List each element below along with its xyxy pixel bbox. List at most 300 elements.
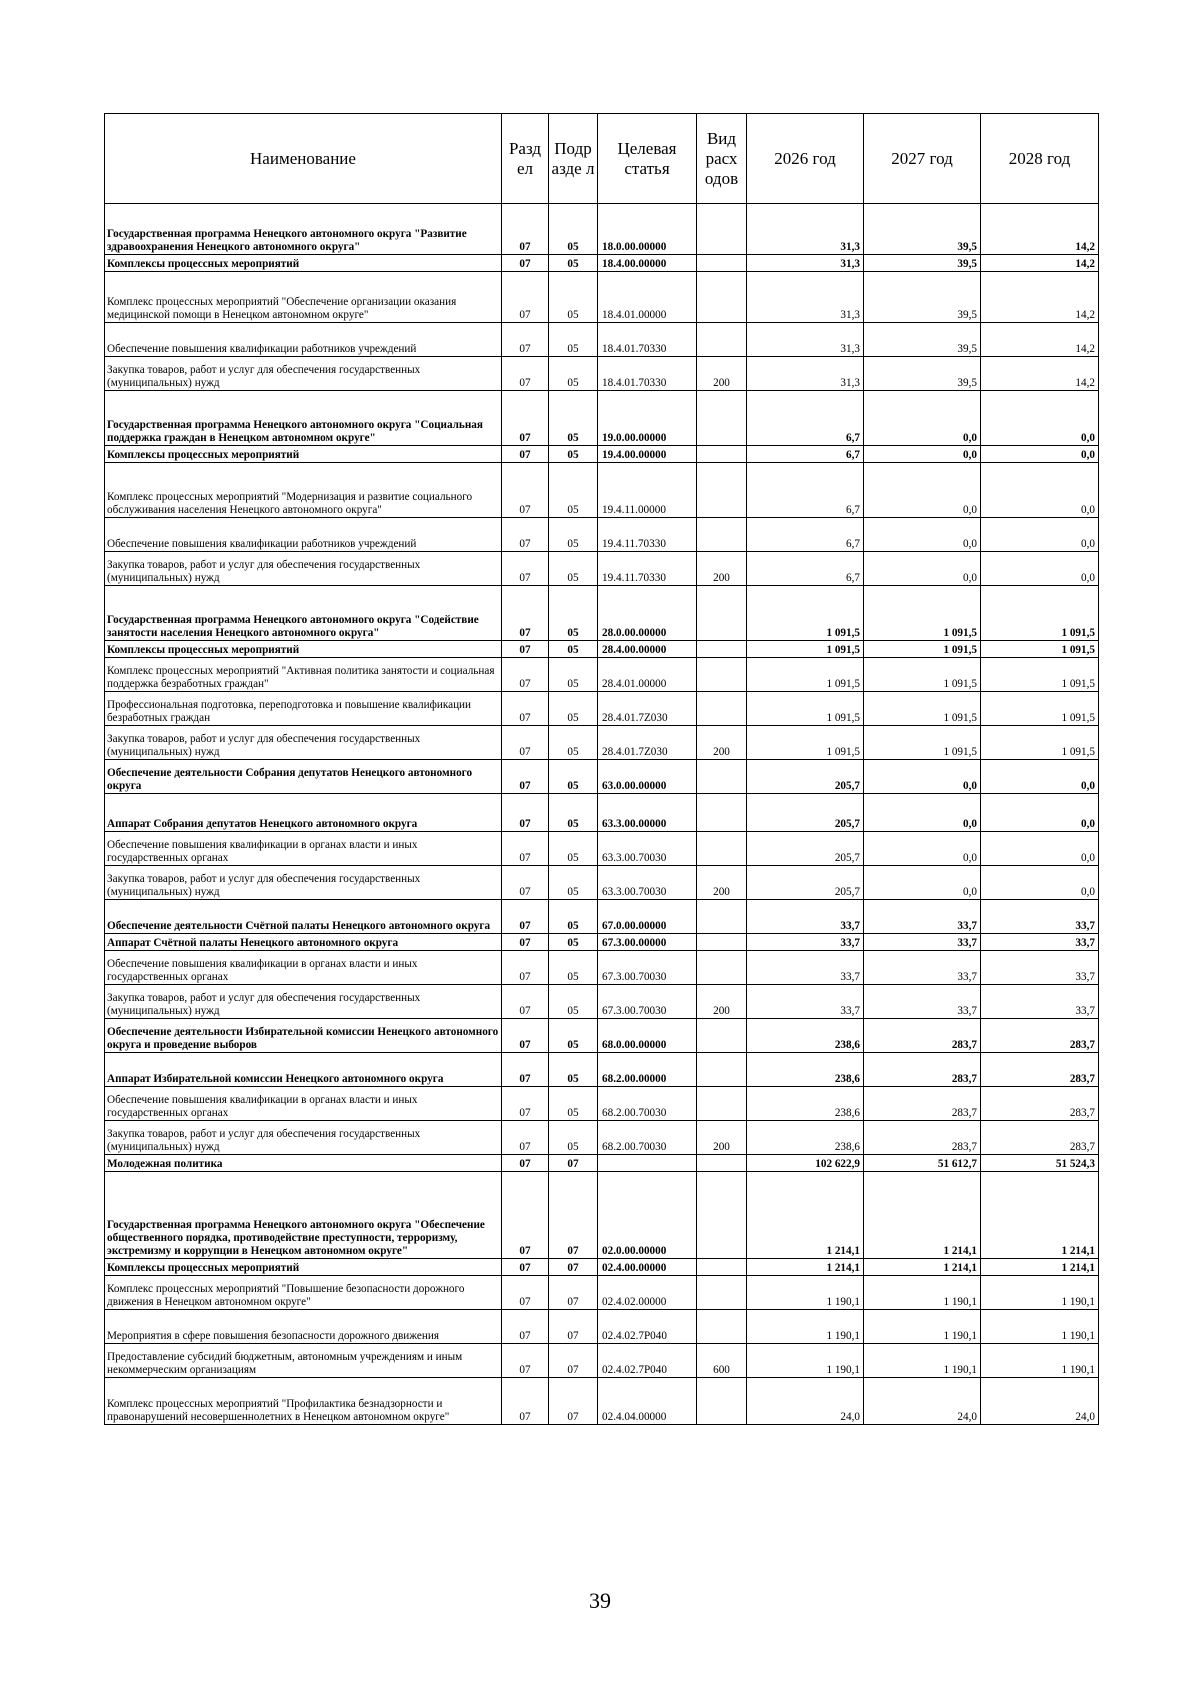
row-section-cell: 07 xyxy=(502,323,549,357)
row-2027-cell: 33,7 xyxy=(864,934,981,951)
row-2028-cell: 0,0 xyxy=(981,391,1099,446)
row-section-cell: 07 xyxy=(502,1155,549,1172)
row-section-cell: 07 xyxy=(502,866,549,900)
row-target-cell: 02.0.00.00000 xyxy=(598,1172,697,1259)
table-row xyxy=(105,658,1099,692)
table-row xyxy=(105,552,1099,586)
row-subsection-cell: 05 xyxy=(549,934,598,951)
row-section-cell: 07 xyxy=(502,1276,549,1310)
table-row xyxy=(105,832,1099,866)
row-section-cell: 07 xyxy=(502,272,549,323)
row-2026-cell: 33,7 xyxy=(747,934,864,951)
row-section-cell: 07 xyxy=(502,1172,549,1259)
row-section-cell: 07 xyxy=(502,552,549,586)
row-subsection-cell: 05 xyxy=(549,446,598,463)
row-2026-cell: 1 214,1 xyxy=(747,1172,864,1259)
row-expense-type-cell xyxy=(697,658,747,692)
row-expense-type-cell: 200 xyxy=(697,985,747,1019)
row-expense-type-cell: 200 xyxy=(697,866,747,900)
row-target-cell: 18.4.00.00000 xyxy=(598,255,697,272)
row-2026-cell: 205,7 xyxy=(747,794,864,832)
col-header-name: Наименование xyxy=(105,114,502,204)
col-header-subsection: Подр азде л xyxy=(549,114,598,204)
row-2027-cell: 33,7 xyxy=(864,900,981,934)
row-2026-cell: 238,6 xyxy=(747,1019,864,1053)
row-name-cell: Комплексы процессных мероприятий xyxy=(105,255,502,272)
row-2027-cell: 39,5 xyxy=(864,204,981,255)
row-name-cell: Комплекс процессных мероприятий "Модернизация и развитие социального обслуживания населения Ненецкого автономного округа" xyxy=(105,463,502,518)
row-subsection-cell: 07 xyxy=(549,1172,598,1259)
table-row xyxy=(105,323,1099,357)
row-name-cell: Государственная программа Ненецкого автономного округа "Обеспечение общественного порядка, противодействие преступности, терроризму, экстремизму и коррупции в Ненецком автономном округе" xyxy=(105,1172,502,1259)
row-2028-cell: 14,2 xyxy=(981,204,1099,255)
row-2026-cell: 1 214,1 xyxy=(747,1259,864,1276)
row-section-cell: 07 xyxy=(502,900,549,934)
row-expense-type-cell xyxy=(697,641,747,658)
row-2026-cell: 31,3 xyxy=(747,323,864,357)
row-2028-cell: 283,7 xyxy=(981,1053,1099,1087)
row-2028-cell: 33,7 xyxy=(981,985,1099,1019)
row-2027-cell: 283,7 xyxy=(864,1087,981,1121)
row-2028-cell: 283,7 xyxy=(981,1121,1099,1155)
row-subsection-cell: 07 xyxy=(549,1344,598,1378)
row-2027-cell: 0,0 xyxy=(864,518,981,552)
row-section-cell: 07 xyxy=(502,391,549,446)
row-subsection-cell: 05 xyxy=(549,641,598,658)
row-target-cell: 02.4.04.00000 xyxy=(598,1378,697,1425)
row-expense-type-cell: 600 xyxy=(697,1344,747,1378)
row-expense-type-cell xyxy=(697,900,747,934)
row-name-cell: Закупка товаров, работ и услуг для обеспечения государственных (муниципальных) нужд xyxy=(105,985,502,1019)
table-row xyxy=(105,1172,1099,1259)
row-name-cell: Молодежная политика xyxy=(105,1155,502,1172)
row-target-cell: 19.0.00.00000 xyxy=(598,391,697,446)
table-row xyxy=(105,357,1099,391)
row-expense-type-cell xyxy=(697,323,747,357)
row-2026-cell: 24,0 xyxy=(747,1378,864,1425)
row-target-cell: 18.0.00.00000 xyxy=(598,204,697,255)
row-expense-type-cell xyxy=(697,586,747,641)
row-2028-cell: 0,0 xyxy=(981,446,1099,463)
row-section-cell: 07 xyxy=(502,951,549,985)
row-2028-cell: 1 214,1 xyxy=(981,1259,1099,1276)
row-target-cell: 67.3.00.70030 xyxy=(598,985,697,1019)
row-2027-cell: 0,0 xyxy=(864,794,981,832)
row-2027-cell: 283,7 xyxy=(864,1053,981,1087)
row-2027-cell: 1 190,1 xyxy=(864,1344,981,1378)
row-2028-cell: 0,0 xyxy=(981,832,1099,866)
row-2028-cell: 0,0 xyxy=(981,794,1099,832)
row-section-cell: 07 xyxy=(502,1121,549,1155)
row-2027-cell: 39,5 xyxy=(864,357,981,391)
row-subsection-cell: 05 xyxy=(549,951,598,985)
row-name-cell: Комплекс процессных мероприятий "Повышение безопасности дорожного движения в Ненецком автономном округе" xyxy=(105,1276,502,1310)
row-subsection-cell: 05 xyxy=(549,726,598,760)
row-2028-cell: 0,0 xyxy=(981,518,1099,552)
row-subsection-cell: 07 xyxy=(549,1259,598,1276)
row-2027-cell: 283,7 xyxy=(864,1019,981,1053)
row-target-cell: 68.2.00.00000 xyxy=(598,1053,697,1087)
table-row xyxy=(105,866,1099,900)
row-2028-cell: 33,7 xyxy=(981,900,1099,934)
row-2028-cell: 0,0 xyxy=(981,552,1099,586)
table-row xyxy=(105,1121,1099,1155)
row-subsection-cell: 05 xyxy=(549,204,598,255)
table-row xyxy=(105,985,1099,1019)
row-2026-cell: 33,7 xyxy=(747,900,864,934)
col-header-section: Разд ел xyxy=(502,114,549,204)
row-2028-cell: 1 091,5 xyxy=(981,641,1099,658)
row-section-cell: 07 xyxy=(502,1053,549,1087)
row-target-cell: 19.4.11.70330 xyxy=(598,552,697,586)
row-2027-cell: 33,7 xyxy=(864,951,981,985)
col-header-target: Целевая статья xyxy=(598,114,697,204)
row-2026-cell: 1 091,5 xyxy=(747,726,864,760)
row-target-cell: 28.4.01.7Z030 xyxy=(598,726,697,760)
col-header-2026: 2026 год xyxy=(747,114,864,204)
row-target-cell: 28.4.01.00000 xyxy=(598,658,697,692)
row-2027-cell: 0,0 xyxy=(864,552,981,586)
row-2027-cell: 24,0 xyxy=(864,1378,981,1425)
row-2026-cell: 31,3 xyxy=(747,255,864,272)
row-2026-cell: 31,3 xyxy=(747,204,864,255)
row-expense-type-cell xyxy=(697,1276,747,1310)
row-subsection-cell: 05 xyxy=(549,552,598,586)
row-name-cell: Комплексы процессных мероприятий xyxy=(105,1259,502,1276)
row-expense-type-cell xyxy=(697,1053,747,1087)
row-target-cell: 28.0.00.00000 xyxy=(598,586,697,641)
row-expense-type-cell xyxy=(697,1259,747,1276)
row-2028-cell: 0,0 xyxy=(981,463,1099,518)
row-2028-cell: 33,7 xyxy=(981,951,1099,985)
row-2028-cell: 283,7 xyxy=(981,1019,1099,1053)
table-row xyxy=(105,1378,1099,1425)
row-expense-type-cell xyxy=(697,1087,747,1121)
row-target-cell: 02.4.00.00000 xyxy=(598,1259,697,1276)
row-2028-cell: 14,2 xyxy=(981,272,1099,323)
row-2028-cell: 1 091,5 xyxy=(981,586,1099,641)
row-subsection-cell: 05 xyxy=(549,463,598,518)
row-subsection-cell: 05 xyxy=(549,357,598,391)
row-2028-cell: 1 091,5 xyxy=(981,692,1099,726)
row-subsection-cell: 05 xyxy=(549,866,598,900)
row-2027-cell: 0,0 xyxy=(864,463,981,518)
row-2026-cell: 6,7 xyxy=(747,518,864,552)
row-2026-cell: 1 091,5 xyxy=(747,641,864,658)
row-name-cell: Комплексы процессных мероприятий xyxy=(105,641,502,658)
row-name-cell: Обеспечение деятельности Собрания депутатов Ненецкого автономного округа xyxy=(105,760,502,794)
row-expense-type-cell: 200 xyxy=(697,1121,747,1155)
row-name-cell: Государственная программа Ненецкого автономного округа "Социальная поддержка граждан в Ненецком автономном округе" xyxy=(105,391,502,446)
row-name-cell: Аппарат Избирательной комиссии Ненецкого автономного округа xyxy=(105,1053,502,1087)
row-name-cell: Закупка товаров, работ и услуг для обеспечения государственных (муниципальных) нужд xyxy=(105,1121,502,1155)
table-row xyxy=(105,255,1099,272)
row-target-cell: 18.4.01.70330 xyxy=(598,357,697,391)
row-subsection-cell: 05 xyxy=(549,692,598,726)
row-expense-type-cell xyxy=(697,832,747,866)
row-2028-cell: 0,0 xyxy=(981,760,1099,794)
row-expense-type-cell xyxy=(697,1172,747,1259)
row-2026-cell: 1 091,5 xyxy=(747,658,864,692)
page-number: 39 xyxy=(589,1588,611,1613)
row-expense-type-cell xyxy=(697,1378,747,1425)
row-2027-cell: 51 612,7 xyxy=(864,1155,981,1172)
row-subsection-cell: 05 xyxy=(549,391,598,446)
row-2027-cell: 0,0 xyxy=(864,391,981,446)
row-2028-cell: 14,2 xyxy=(981,323,1099,357)
row-target-cell xyxy=(598,1155,697,1172)
col-header-2027: 2027 год xyxy=(864,114,981,204)
row-2026-cell: 1 190,1 xyxy=(747,1344,864,1378)
table-row xyxy=(105,446,1099,463)
row-expense-type-cell xyxy=(697,272,747,323)
row-2026-cell: 31,3 xyxy=(747,357,864,391)
row-target-cell: 19.4.11.70330 xyxy=(598,518,697,552)
table-row xyxy=(105,934,1099,951)
row-2028-cell: 0,0 xyxy=(981,866,1099,900)
row-expense-type-cell: 200 xyxy=(697,357,747,391)
row-2027-cell: 1 091,5 xyxy=(864,586,981,641)
row-2028-cell: 1 091,5 xyxy=(981,658,1099,692)
table-row xyxy=(105,951,1099,985)
row-2027-cell: 0,0 xyxy=(864,760,981,794)
row-target-cell: 68.2.00.70030 xyxy=(598,1087,697,1121)
row-target-cell: 02.4.02.00000 xyxy=(598,1276,697,1310)
row-subsection-cell: 05 xyxy=(549,1053,598,1087)
row-2027-cell: 39,5 xyxy=(864,272,981,323)
row-expense-type-cell: 200 xyxy=(697,552,747,586)
row-section-cell: 07 xyxy=(502,658,549,692)
row-name-cell: Предоставление субсидий бюджетным, автономным учреждениям и иным некоммерческим организациям xyxy=(105,1344,502,1378)
row-section-cell: 07 xyxy=(502,463,549,518)
row-2028-cell: 1 214,1 xyxy=(981,1172,1099,1259)
table-row xyxy=(105,1019,1099,1053)
table-row xyxy=(105,1276,1099,1310)
row-section-cell: 07 xyxy=(502,985,549,1019)
table-row xyxy=(105,586,1099,641)
row-subsection-cell: 05 xyxy=(549,900,598,934)
row-target-cell: 68.2.00.70030 xyxy=(598,1121,697,1155)
row-2026-cell: 238,6 xyxy=(747,1087,864,1121)
row-name-cell: Закупка товаров, работ и услуг для обеспечения государственных (муниципальных) нужд xyxy=(105,726,502,760)
row-2028-cell: 24,0 xyxy=(981,1378,1099,1425)
row-expense-type-cell xyxy=(697,951,747,985)
row-2027-cell: 1 190,1 xyxy=(864,1310,981,1344)
row-target-cell: 67.3.00.00000 xyxy=(598,934,697,951)
table-row xyxy=(105,900,1099,934)
table-row xyxy=(105,1259,1099,1276)
row-2026-cell: 6,7 xyxy=(747,446,864,463)
table-row xyxy=(105,794,1099,832)
row-target-cell: 28.4.00.00000 xyxy=(598,641,697,658)
row-2028-cell: 51 524,3 xyxy=(981,1155,1099,1172)
row-name-cell: Закупка товаров, работ и услуг для обеспечения государственных (муниципальных) нужд xyxy=(105,552,502,586)
table-row xyxy=(105,726,1099,760)
row-target-cell: 02.4.02.7P040 xyxy=(598,1310,697,1344)
row-name-cell: Обеспечение повышения квалификации работников учреждений xyxy=(105,323,502,357)
row-2028-cell: 283,7 xyxy=(981,1087,1099,1121)
row-expense-type-cell xyxy=(697,760,747,794)
row-expense-type-cell xyxy=(697,934,747,951)
row-section-cell: 07 xyxy=(502,586,549,641)
row-2027-cell: 1 091,5 xyxy=(864,726,981,760)
row-subsection-cell: 05 xyxy=(549,985,598,1019)
table-row xyxy=(105,1087,1099,1121)
row-2026-cell: 1 091,5 xyxy=(747,692,864,726)
col-header-expense-type: Вид расх одов xyxy=(697,114,747,204)
table-row xyxy=(105,204,1099,255)
table-row xyxy=(105,760,1099,794)
table-row xyxy=(105,1344,1099,1378)
row-section-cell: 07 xyxy=(502,204,549,255)
row-subsection-cell: 05 xyxy=(549,760,598,794)
row-2026-cell: 6,7 xyxy=(747,463,864,518)
row-name-cell: Обеспечение деятельности Избирательной комиссии Ненецкого автономного округа и проведение выборов xyxy=(105,1019,502,1053)
row-2027-cell: 1 091,5 xyxy=(864,692,981,726)
row-2028-cell: 1 190,1 xyxy=(981,1310,1099,1344)
table-row xyxy=(105,463,1099,518)
row-2027-cell: 0,0 xyxy=(864,866,981,900)
table-row xyxy=(105,692,1099,726)
row-2027-cell: 1 214,1 xyxy=(864,1259,981,1276)
row-subsection-cell: 07 xyxy=(549,1310,598,1344)
row-2026-cell: 31,3 xyxy=(747,272,864,323)
row-2026-cell: 1 190,1 xyxy=(747,1310,864,1344)
row-name-cell: Аппарат Счётной палаты Ненецкого автономного округа xyxy=(105,934,502,951)
row-2027-cell: 0,0 xyxy=(864,446,981,463)
row-target-cell: 19.4.00.00000 xyxy=(598,446,697,463)
row-section-cell: 07 xyxy=(502,726,549,760)
row-section-cell: 07 xyxy=(502,1019,549,1053)
row-name-cell: Комплекс процессных мероприятий "Обеспечение организации оказания медицинской помощи в Ненецком автономном округе" xyxy=(105,272,502,323)
row-name-cell: Комплекс процессных мероприятий "Активная политика занятости и социальная поддержка безработных граждан" xyxy=(105,658,502,692)
row-2027-cell: 1 190,1 xyxy=(864,1276,981,1310)
row-subsection-cell: 05 xyxy=(549,832,598,866)
row-name-cell: Аппарат Собрания депутатов Ненецкого автономного округа xyxy=(105,794,502,832)
row-target-cell: 18.4.01.70330 xyxy=(598,323,697,357)
row-2027-cell: 283,7 xyxy=(864,1121,981,1155)
row-subsection-cell: 05 xyxy=(549,323,598,357)
row-name-cell: Государственная программа Ненецкого автономного округа "Содействие занятости населения Ненецкого автономного округа" xyxy=(105,586,502,641)
row-2028-cell: 33,7 xyxy=(981,934,1099,951)
row-2026-cell: 6,7 xyxy=(747,391,864,446)
row-subsection-cell: 07 xyxy=(549,1155,598,1172)
row-name-cell: Обеспечение повышения квалификации в органах власти и иных государственных органах xyxy=(105,951,502,985)
row-name-cell: Государственная программа Ненецкого автономного округа "Развитие здравоохранения Ненецкого автономного округа" xyxy=(105,204,502,255)
row-section-cell: 07 xyxy=(502,446,549,463)
row-2026-cell: 1 190,1 xyxy=(747,1276,864,1310)
row-target-cell: 63.0.00.00000 xyxy=(598,760,697,794)
row-section-cell: 07 xyxy=(502,255,549,272)
row-expense-type-cell xyxy=(697,1155,747,1172)
row-target-cell: 02.4.02.7P040 xyxy=(598,1344,697,1378)
row-2028-cell: 14,2 xyxy=(981,357,1099,391)
row-target-cell: 18.4.01.00000 xyxy=(598,272,697,323)
row-name-cell: Комплекс процессных мероприятий "Профилактика безнадзорности и правонарушений несовершеннолетних в Ненецком автономном округе" xyxy=(105,1378,502,1425)
table-header xyxy=(105,114,1099,204)
row-name-cell: Обеспечение повышения квалификации работников учреждений xyxy=(105,518,502,552)
row-subsection-cell: 07 xyxy=(549,1378,598,1425)
row-2028-cell: 1 091,5 xyxy=(981,726,1099,760)
row-name-cell: Обеспечение повышения квалификации в органах власти и иных государственных органах xyxy=(105,832,502,866)
row-section-cell: 07 xyxy=(502,934,549,951)
row-name-cell: Комплексы процессных мероприятий xyxy=(105,446,502,463)
row-section-cell: 07 xyxy=(502,357,549,391)
row-expense-type-cell xyxy=(697,692,747,726)
row-target-cell: 19.4.11.00000 xyxy=(598,463,697,518)
row-target-cell: 63.3.00.70030 xyxy=(598,832,697,866)
row-expense-type-cell xyxy=(697,463,747,518)
row-expense-type-cell: 200 xyxy=(697,726,747,760)
row-expense-type-cell xyxy=(697,391,747,446)
row-subsection-cell: 05 xyxy=(549,1087,598,1121)
row-subsection-cell: 05 xyxy=(549,518,598,552)
row-section-cell: 07 xyxy=(502,518,549,552)
row-name-cell: Профессиональная подготовка, переподготовка и повышение квалификации безработных граждан xyxy=(105,692,502,726)
row-2027-cell: 39,5 xyxy=(864,323,981,357)
row-section-cell: 07 xyxy=(502,832,549,866)
table-body xyxy=(105,204,1099,1425)
row-name-cell: Закупка товаров, работ и услуг для обеспечения государственных (муниципальных) нужд xyxy=(105,357,502,391)
row-2026-cell: 33,7 xyxy=(747,985,864,1019)
row-2028-cell: 14,2 xyxy=(981,255,1099,272)
row-subsection-cell: 05 xyxy=(549,255,598,272)
row-section-cell: 07 xyxy=(502,641,549,658)
row-expense-type-cell xyxy=(697,518,747,552)
row-subsection-cell: 05 xyxy=(549,794,598,832)
row-section-cell: 07 xyxy=(502,1378,549,1425)
row-section-cell: 07 xyxy=(502,1087,549,1121)
row-subsection-cell: 05 xyxy=(549,1019,598,1053)
row-2026-cell: 1 091,5 xyxy=(747,586,864,641)
row-target-cell: 63.3.00.00000 xyxy=(598,794,697,832)
row-name-cell: Закупка товаров, работ и услуг для обеспечения государственных (муниципальных) нужд xyxy=(105,866,502,900)
row-expense-type-cell xyxy=(697,204,747,255)
row-2026-cell: 102 622,9 xyxy=(747,1155,864,1172)
row-subsection-cell: 05 xyxy=(549,586,598,641)
row-subsection-cell: 05 xyxy=(549,1121,598,1155)
row-target-cell: 28.4.01.7Z030 xyxy=(598,692,697,726)
row-expense-type-cell xyxy=(697,255,747,272)
row-2027-cell: 1 091,5 xyxy=(864,641,981,658)
row-subsection-cell: 07 xyxy=(549,1276,598,1310)
row-target-cell: 63.3.00.70030 xyxy=(598,866,697,900)
row-name-cell: Обеспечение деятельности Счётной палаты Ненецкого автономного округа xyxy=(105,900,502,934)
row-target-cell: 68.0.00.00000 xyxy=(598,1019,697,1053)
row-2026-cell: 205,7 xyxy=(747,760,864,794)
table-row xyxy=(105,1155,1099,1172)
row-name-cell: Мероприятия в сфере повышения безопасности дорожного движения xyxy=(105,1310,502,1344)
row-target-cell: 67.3.00.70030 xyxy=(598,951,697,985)
row-2028-cell: 1 190,1 xyxy=(981,1344,1099,1378)
row-2026-cell: 205,7 xyxy=(747,832,864,866)
row-section-cell: 07 xyxy=(502,760,549,794)
table-row xyxy=(105,391,1099,446)
row-section-cell: 07 xyxy=(502,794,549,832)
table-row xyxy=(105,518,1099,552)
table-row xyxy=(105,1053,1099,1087)
row-2026-cell: 33,7 xyxy=(747,951,864,985)
row-name-cell: Обеспечение повышения квалификации в органах власти и иных государственных органах xyxy=(105,1087,502,1121)
row-2027-cell: 33,7 xyxy=(864,985,981,1019)
table-row xyxy=(105,1310,1099,1344)
row-subsection-cell: 05 xyxy=(549,272,598,323)
row-expense-type-cell xyxy=(697,794,747,832)
row-target-cell: 67.0.00.00000 xyxy=(598,900,697,934)
row-2027-cell: 0,0 xyxy=(864,832,981,866)
row-expense-type-cell xyxy=(697,1310,747,1344)
table-row xyxy=(105,641,1099,658)
